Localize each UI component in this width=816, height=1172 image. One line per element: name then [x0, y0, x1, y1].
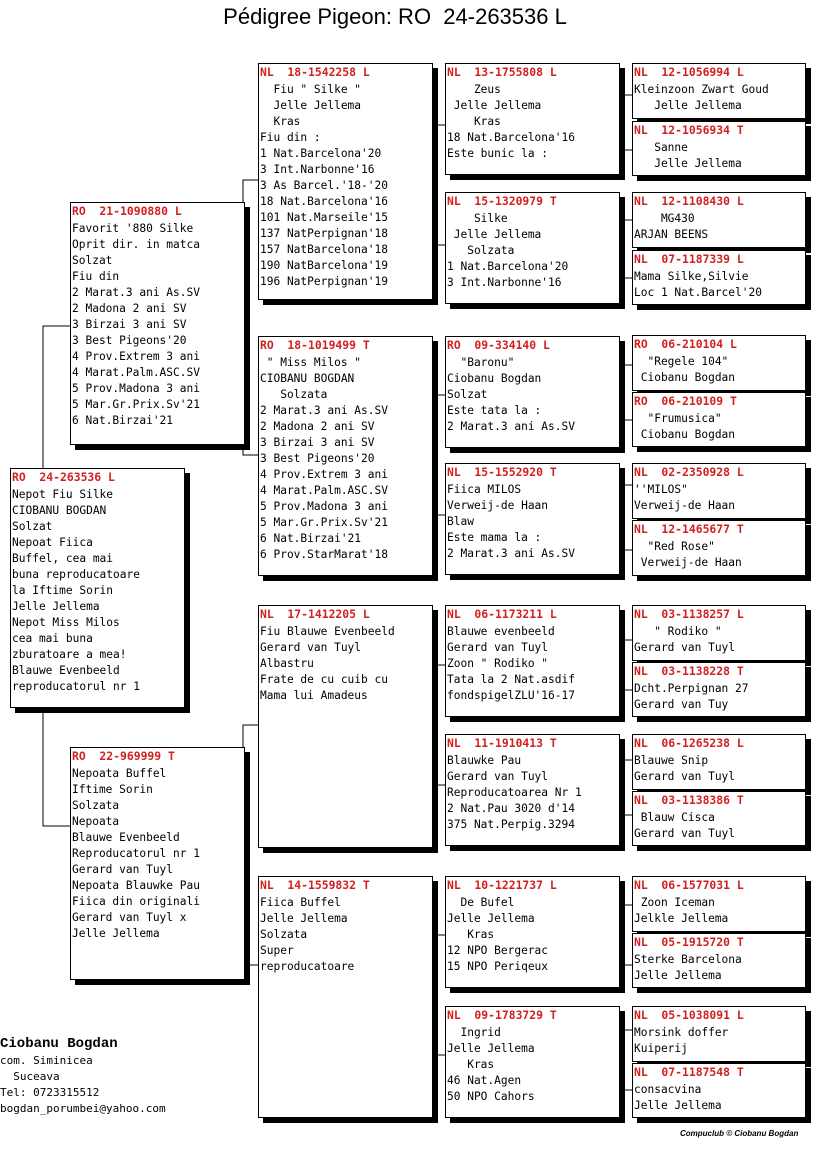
pigeon-info-line: Jelle Jellema — [447, 912, 535, 925]
pigeon-info-line: Gerard van Tuyl — [447, 770, 549, 783]
pigeon-info-line: Jelle Jellema — [447, 228, 542, 241]
pigeon-info-line: Gerard van Tuy — [634, 698, 729, 711]
pigeon-info-line: Blaw — [447, 515, 474, 528]
pigeon-info-line: Ingrid — [447, 1026, 501, 1039]
pigeon-info-line: "Regele 104" — [634, 355, 729, 368]
pigeon-info-line: reproducatoare — [260, 960, 355, 973]
owner-email: bogdan_porumbei@yahoo.com — [0, 1102, 166, 1115]
pigeon-card-g9 — [632, 605, 806, 661]
pigeon-info-line: Solzat — [72, 254, 113, 267]
pigeon-info-line: Blauwe evenbeeld — [447, 625, 555, 638]
ring-number: NL 05-1915720 T — [634, 935, 744, 949]
ring-number: RO 09-334140 L — [447, 338, 550, 352]
pigeon-card-g13 — [632, 876, 806, 932]
ring-number: NL 07-1187548 T — [634, 1065, 744, 1079]
pigeon-info-line: " Miss Milos " — [260, 356, 362, 369]
pigeon-card-sire — [70, 202, 245, 445]
pigeon-info-line: 6 Nat.Birzai'21 — [260, 532, 362, 545]
pigeon-info-line: Verweij-de Haan — [447, 499, 549, 512]
pigeon-info-line: 137 NatPerpignan'18 — [260, 227, 388, 240]
pigeon-info-line: 190 NatBarcelona'19 — [260, 259, 388, 272]
pigeon-card-g16 — [632, 1063, 806, 1118]
pigeon-info-line: 375 Nat.Perpig.3294 — [447, 818, 575, 831]
ring-number: NL 18-1542258 L — [260, 65, 370, 79]
pigeon-info-line: "Frumusica" — [634, 412, 722, 425]
ring-number: RO 06-210109 T — [634, 394, 737, 408]
pigeon-card-g2 — [632, 121, 806, 176]
ring-number: NL 07-1187339 L — [634, 252, 744, 266]
ring-number: NL 10-1221737 L — [447, 878, 557, 892]
pigeon-info-line: 3 Best Pigeons'20 — [260, 452, 375, 465]
pigeon-info-line: cea mai buna — [12, 632, 93, 645]
pigeon-info-line: zburatoare a mea! — [12, 648, 127, 661]
owner-phone: Tel: 0723315512 — [0, 1086, 100, 1099]
pigeon-card-g15 — [632, 1006, 806, 1062]
pigeon-info-line: CIOBANU BOGDAN — [12, 504, 107, 517]
pigeon-info-line: Fiica Buffel — [260, 896, 341, 909]
pigeon-info-line: Zoon " Rodiko " — [447, 657, 549, 670]
pigeon-info-line: Kleinzoon Zwart Goud — [634, 83, 769, 96]
pigeon-info-line: 4 Marat.Palm.ASC.SV — [260, 484, 388, 497]
pigeon-info-line: 4 Marat.Palm.ASC.SV — [72, 366, 200, 379]
pigeon-info-line: ARJAN BEENS — [634, 228, 709, 241]
pigeon-info-line: Blauwke Pau — [447, 754, 522, 767]
pigeon-info-line: Blauwe Snip — [634, 754, 709, 767]
pigeon-card-sdd — [445, 463, 620, 575]
pigeon-info-line: Sterke Barcelona — [634, 953, 742, 966]
pigeon-info-line: 18 Nat.Barcelona'16 — [447, 131, 575, 144]
pigeon-info-line: Kras — [447, 928, 495, 941]
pigeon-info-line: Verweij-de Haan — [634, 499, 736, 512]
pigeon-info-line: Mama Silke,Silvie — [634, 270, 749, 283]
pigeon-info-line: "Red Rose" — [634, 540, 715, 553]
pigeon-info-line: 15 NPO Periqeux — [447, 960, 549, 973]
pigeon-card-g7 — [632, 463, 806, 519]
ring-number: NL 09-1783729 T — [447, 1008, 557, 1022]
ring-number: NL 14-1559832 T — [260, 878, 370, 892]
pigeon-info-line: Fiu Blauwe Evenbeeld — [260, 625, 395, 638]
pigeon-info-line: Fiu " Silke " — [260, 83, 362, 96]
pigeon-info-line: la Iftime Sorin — [12, 584, 114, 597]
pigeon-info-line: ''MILOS" — [634, 483, 688, 496]
pigeon-info-line: Este bunic la : — [447, 147, 549, 160]
pigeon-info-line: 2 Madona 2 ani SV — [72, 302, 187, 315]
pigeon-info-line: Gerard van Tuyl — [260, 641, 362, 654]
ring-number: NL 11-1910413 T — [447, 736, 557, 750]
pigeon-info-line: Fiica MILOS — [447, 483, 522, 496]
pigeon-info-line: 3 Best Pigeons'20 — [72, 334, 187, 347]
pigeon-info-line: fondspigelZLU'16-17 — [447, 689, 575, 702]
pigeon-info-line: 46 Nat.Agen — [447, 1074, 522, 1087]
pigeon-info-line: 2 Marat.3 ani As.SV — [447, 547, 575, 560]
pigeon-info-line: 3 Birzai 3 ani SV — [260, 436, 375, 449]
pigeon-info-line: Gerard van Tuyl — [634, 641, 736, 654]
pigeon-info-line: 1 Nat.Barcelona'20 — [260, 147, 382, 160]
pigeon-info-line: Dcht.Perpignan 27 — [634, 682, 749, 695]
pigeon-info-line: consacvina — [634, 1083, 702, 1096]
pigeon-info-line: 50 NPO Cahors — [447, 1090, 535, 1103]
pigeon-info-line: 5 Mar.Gr.Prix.Sv'21 — [260, 516, 388, 529]
footer-credit: Compuclub © Ciobanu Bogdan — [680, 1129, 799, 1138]
pigeon-info-line: 196 NatPerpignan'19 — [260, 275, 388, 288]
pigeon-card-dam — [70, 747, 245, 980]
pigeon-info-line: Nepoata Buffel — [72, 767, 167, 780]
pigeon-info-line: Gerard van Tuyl — [447, 641, 549, 654]
ring-number: NL 06-1265238 L — [634, 736, 744, 750]
pigeon-info-line: 2 Marat.3 ani As.SV — [447, 420, 575, 433]
pigeon-info-line: Jelle Jellema — [12, 600, 100, 613]
pigeon-info-line: Solzata — [447, 244, 515, 257]
pigeon-card-g10 — [632, 662, 806, 717]
pigeon-card-g1 — [632, 63, 806, 119]
pigeon-info-line: Jelle Jellema — [634, 99, 742, 112]
pigeon-info-line: Mama lui Amadeus — [260, 689, 368, 702]
owner-address-line: com. Siminicea — [0, 1054, 93, 1067]
pigeon-info-line: Jelle Jellema — [260, 912, 348, 925]
pigeon-info-line: Ciobanu Bogdan — [634, 428, 736, 441]
pigeon-info-line: Blauw Cisca — [634, 811, 715, 824]
pigeon-card-sss — [445, 63, 620, 175]
pigeon-card-main — [10, 468, 185, 708]
pigeon-info-line: Frate de cu cuib cu — [260, 673, 388, 686]
pigeon-card-sds — [445, 336, 620, 448]
owner-name: Ciobanu Bogdan — [0, 1036, 118, 1052]
pigeon-info-line: Zeus — [447, 83, 501, 96]
pigeon-info-line: 12 NPO Bergerac — [447, 944, 549, 957]
pigeon-info-line: Jelle Jellema — [634, 1099, 722, 1112]
pigeon-info-line: Zoon Iceman — [634, 896, 715, 909]
pigeon-info-line: 2 Marat.3 ani As.SV — [260, 404, 388, 417]
pigeon-card-sire-sire — [258, 63, 433, 300]
pigeon-info-line: Fiu din — [72, 270, 120, 283]
ring-number: RO 06-210104 L — [634, 337, 737, 351]
pigeon-card-dam-dam — [258, 876, 433, 1118]
ring-number: NL 06-1577031 L — [634, 878, 744, 892]
pigeon-info-line: Ciobanu Bogdan — [447, 372, 542, 385]
ring-number: NL 03-1138386 T — [634, 793, 744, 807]
pigeon-info-line: Super — [260, 944, 294, 957]
pigeon-info-line: Kras — [260, 115, 301, 128]
pigeon-info-line: reproducatorul nr 1 — [12, 680, 140, 693]
ring-number: NL 12-1056994 L — [634, 65, 744, 79]
pigeon-info-line: Blauwe Evenbeeld — [12, 664, 120, 677]
pigeon-card-dsd — [445, 734, 620, 846]
pigeon-card-g4 — [632, 250, 806, 305]
pigeon-info-line: Favorit '880 Silke — [72, 222, 194, 235]
pigeon-info-line: 3 As Barcel.'18-'20 — [260, 179, 388, 192]
pigeon-info-line: Iftime Sorin — [72, 783, 153, 796]
pigeon-info-line: Nepot Miss Milos — [12, 616, 120, 629]
pigeon-info-line: Blauwe Evenbeeld — [72, 831, 180, 844]
pigeon-info-line: Nepot Fiu Silke — [12, 488, 114, 501]
pigeon-info-line: 4 Prov.Extrem 3 ani — [260, 468, 388, 481]
pigeon-info-line: Jelle Jellema — [260, 99, 362, 112]
pigeon-info-line: Jelkle Jellema — [634, 912, 729, 925]
pigeon-card-dds — [445, 876, 620, 988]
pigeon-info-line: Kuiperij — [634, 1042, 688, 1055]
pigeon-info-line: Fiu din : — [260, 131, 321, 144]
pigeon-info-line: Albastru — [260, 657, 314, 670]
pigeon-info-line: Ciobanu Bogdan — [634, 371, 736, 384]
pigeon-info-line: Buffel, cea mai — [12, 552, 114, 565]
ring-number: NL 15-1552920 T — [447, 465, 557, 479]
pigeon-card-ssd — [445, 192, 620, 304]
pigeon-info-line: Kras — [447, 115, 501, 128]
pigeon-info-line: Verweij-de Haan — [634, 556, 742, 569]
pigeon-info-line: Nepoata — [72, 815, 120, 828]
pigeon-info-line: Este tata la : — [447, 404, 542, 417]
pigeon-info-line: Tata la 2 Nat.asdif — [447, 673, 575, 686]
pigeon-info-line: Solzat — [12, 520, 53, 533]
ring-number: NL 12-1465677 T — [634, 522, 744, 536]
pigeon-info-line: Sanne — [634, 141, 688, 154]
pigeon-info-line: 157 NatBarcelona'18 — [260, 243, 388, 256]
pigeon-info-line: Loc 1 Nat.Barcel'20 — [634, 286, 762, 299]
owner-info — [0, 1035, 166, 1117]
pigeon-info-line: Reproducatoarea Nr 1 — [447, 786, 582, 799]
pigeon-card-g6 — [632, 392, 806, 447]
pigeon-info-line: Jelle Jellema — [634, 969, 722, 982]
pigeon-info-line: 5 Prov.Madona 3 ani — [260, 500, 388, 513]
pigeon-card-g5 — [632, 335, 806, 391]
owner-address-line: Suceava — [0, 1070, 60, 1083]
pigeon-info-line: 2 Madona 2 ani SV — [260, 420, 375, 433]
ring-number: NL 06-1173211 L — [447, 607, 557, 621]
pigeon-info-line: Silke — [447, 212, 508, 225]
ring-number: NL 02-2350928 L — [634, 465, 744, 479]
pigeon-info-line: 2 Marat.3 ani As.SV — [72, 286, 200, 299]
pigeon-info-line: Jelle Jellema — [634, 157, 742, 170]
pigeon-info-line: CIOBANU BOGDAN — [260, 372, 355, 385]
pigeon-info-line: 5 Mar.Gr.Prix.Sv'21 — [72, 398, 200, 411]
pigeon-info-line: Kras — [447, 1058, 495, 1071]
pigeon-card-dam-sire — [258, 605, 433, 848]
pigeon-info-line: Jelle Jellema — [447, 99, 542, 112]
pigeon-info-line: buna reproducatoare — [12, 568, 140, 581]
pigeon-info-line: De Bufel — [447, 896, 515, 909]
pigeon-info-line: 1 Nat.Barcelona'20 — [447, 260, 569, 273]
pigeon-info-line: Gerard van Tuyl — [634, 827, 736, 840]
pigeon-info-line: Jelle Jellema — [72, 927, 160, 940]
pigeon-info-line: Solzata — [260, 928, 308, 941]
pigeon-card-g14 — [632, 933, 806, 988]
ring-number: RO 21-1090880 L — [72, 204, 182, 218]
pigeon-info-line: Solzat — [447, 388, 488, 401]
pigeon-info-line: 2 Nat.Pau 3020 d'14 — [447, 802, 575, 815]
pigeon-info-line: 3 Birzai 3 ani SV — [72, 318, 187, 331]
pigeon-info-line: 3 Int.Narbonne'16 — [260, 163, 375, 176]
ring-number: NL 12-1108430 L — [634, 194, 744, 208]
page-title: Pédigree Pigeon: RO 24-263536 L — [223, 4, 567, 29]
pigeon-info-line: Oprit dir. in matca — [72, 238, 200, 251]
ring-number: RO 22-969999 T — [72, 749, 175, 763]
ring-number: NL 05-1038091 L — [634, 1008, 744, 1022]
pigeon-card-g8 — [632, 520, 806, 576]
pigeon-info-line: Nepoata Blauwke Pau — [72, 879, 200, 892]
pigeon-info-line: 18 Nat.Barcelona'16 — [260, 195, 388, 208]
pigeon-info-line: 3 Int.Narbonne'16 — [447, 276, 562, 289]
pigeon-info-line: "Baronu" — [447, 356, 515, 369]
ring-number: NL 12-1056934 T — [634, 123, 744, 137]
pigeon-card-g3 — [632, 192, 806, 248]
pigeon-info-line: 101 Nat.Marseile'15 — [260, 211, 388, 224]
ring-number: NL 03-1138228 T — [634, 664, 744, 678]
pigeon-info-line: Solzata — [72, 799, 120, 812]
pigeon-info-line: MG430 — [634, 212, 695, 225]
pigeon-info-line: Nepoat Fiica — [12, 536, 93, 549]
pigeon-card-g11 — [632, 734, 806, 790]
ring-number: RO 24-263536 L — [12, 470, 115, 484]
pigeon-info-line: Este mama la : — [447, 531, 542, 544]
ring-number: NL 15-1320979 T — [447, 194, 557, 208]
pigeon-info-line: Fiica din originali — [72, 895, 200, 908]
pigeon-info-line: Gerard van Tuyl x — [72, 911, 187, 924]
pigeon-card-g12 — [632, 791, 806, 846]
pigeon-card-ddd — [445, 1006, 620, 1118]
pigeon-info-line: 6 Prov.StarMarat'18 — [260, 548, 388, 561]
ring-number: NL 17-1412205 L — [260, 607, 370, 621]
pigeon-info-line: 4 Prov.Extrem 3 ani — [72, 350, 200, 363]
pigeon-info-line: 6 Nat.Birzai'21 — [72, 414, 174, 427]
ring-number: RO 18-1019499 T — [260, 338, 370, 352]
ring-number: NL 03-1138257 L — [634, 607, 744, 621]
pigeon-info-line: Gerard van Tuyl — [634, 770, 736, 783]
pigeon-card-sire-dam — [258, 336, 433, 576]
ring-number: NL 13-1755808 L — [447, 65, 557, 79]
pigeon-card-dss — [445, 605, 620, 717]
pigeon-info-line: " Rodiko " — [634, 625, 722, 638]
pigeon-info-line: Jelle Jellema — [447, 1042, 535, 1055]
pigeon-info-line: Solzata — [260, 388, 328, 401]
pigeon-info-line: Reproducatorul nr 1 — [72, 847, 200, 860]
pigeon-info-line: Morsink doffer — [634, 1026, 729, 1039]
pigeon-info-line: 5 Prov.Madona 3 ani — [72, 382, 200, 395]
pigeon-info-line: Gerard van Tuyl — [72, 863, 174, 876]
